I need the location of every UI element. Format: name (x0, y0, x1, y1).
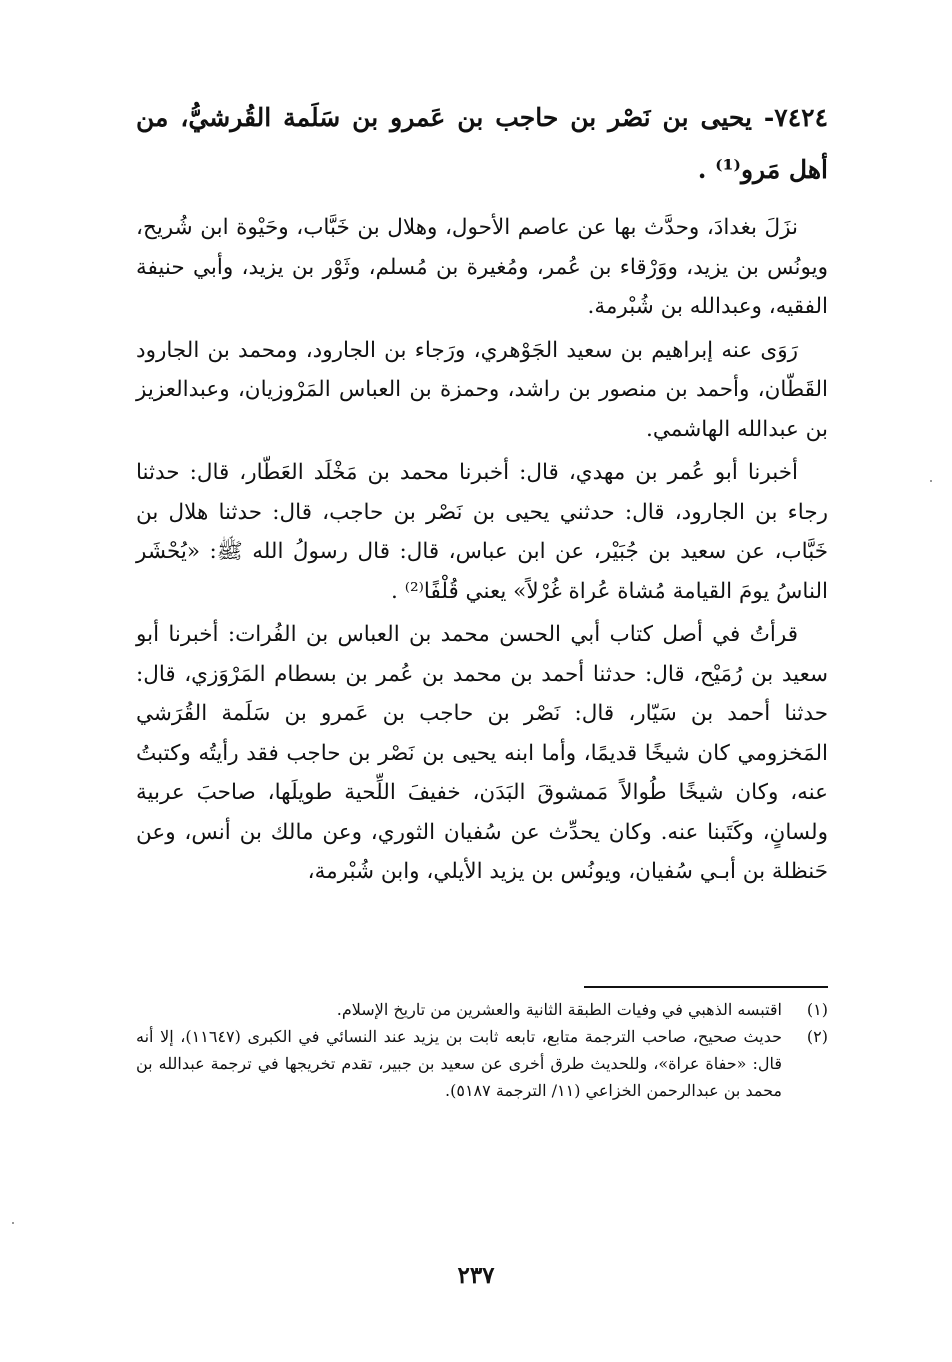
footnote-number: (٢) (806, 1027, 828, 1046)
footnote-item (136, 1023, 828, 1104)
main-text (136, 92, 828, 896)
footnote-number: (١) (806, 1000, 828, 1019)
footnote-text: اقتبسه الذهبي في وفيات الطبقة الثانية والعشرين من تاريخ الإسلام. (336, 1000, 782, 1019)
paragraph-teachers: نزَلَ بغدادَ، وحدَّث بها عن عاصم الأحول، وهلال بن خَبَّاب، وحَيْوة ابن شُريح، ويونُس بن يزيد، ووَرْقاء بن عُمر، ومُغيرة بن مُسلم، وثَوْر بن يزيد، وأبي حنيفة الفقيه، وعبدالله بن شُبْرمة. (136, 215, 828, 319)
footnote-divider (584, 986, 828, 988)
paragraph-students: رَوَى عنه إبراهيم بن سعيد الجَوْهري، ورَجاء بن الجارود، ومحمد بن الجارود القَطّان، وأحمد بن منصور بن راشد، وحمزة بن العباس المَرْوزيان، وعبدالعزيز بن عبدالله الهاشمي. (136, 337, 828, 442)
paragraph-biography: قرأتُ في أصل كتاب أبي الحسن محمد بن العباس بن الفُرات: أخبرنا أبو سعيد بن رُمَيْح، قال: حدثنا أحمد بن محمد بن عُمر بن بسطام المَرْوَزي، قال: حدثنا أحمد بن سَيّار، قال: نَصْر بن حاجب بن عَمرو بن سَلَمة القُرَشي المَخزومي كان شيخًا قديمًا، وأما ابنه يحيى بن نَصْر بن حاجب فقد رأيتُه وكتبتُ عنه، وكان شيخًا طُوالاً مَمشوقَ البَدَن، خفيفَ اللِّحية طويلَها، صاحبَ عربية ولسانٍ، وكَتَبنا عنه. وكان يحدِّث عن سُفيان الثوري، وعن مالك بن أنس، وعن حَنظلة بن أبـي سُفيان، ويونُس بن يزيد الأيلي، وابن شُبْرمة، (136, 622, 828, 884)
footnote-item (136, 996, 828, 1023)
scan-speck (12, 1222, 14, 1224)
footnote-text: حديث صحيح، صاحب الترجمة متابع، تابعه ثابت بن يزيد عند النسائي في الكبرى (١١٦٤٧)، إلا أنه قال: «حفاة عراة»، وللحديث طرق أخرى عن سعيد بن جبير، تقدم تخريجها في ترجمة عبدالله بن محمد بن عبدالرحمن الخزاعي (١١/ الترجمة ٥١٨٧). (136, 1027, 783, 1100)
footnotes (136, 996, 828, 1104)
paragraph-hadith: أخبرنا أبو عُمر بن مهدي، قال: أخبرنا محمد بن مَخْلَد العَطّار، قال: حدثنا رجاء بن الجارود، قال: حدثني يحيى بن نَصْر بن حاجب، قال: حدثنا هلال بن خَبَّاب، عن سعيد بن جُبَيْر، عن ابن عباس، قال: قال رسولُ الله ﷺ: «يُحْشَر الناسُ يومَ القيامة مُشاة عُراة غُرْلاً» يعني قُلْفًا⁽²⁾ . (136, 460, 828, 604)
page-number: ٢٣٧ (457, 1262, 495, 1289)
entry-heading: ٧٤٢٤- يحيى بن نَصْر بن حاجب بن عَمرو بن سَلَمة القُرشيُّ، من أهل مَرو⁽¹⁾ . (136, 103, 828, 184)
scan-speck (930, 480, 932, 482)
